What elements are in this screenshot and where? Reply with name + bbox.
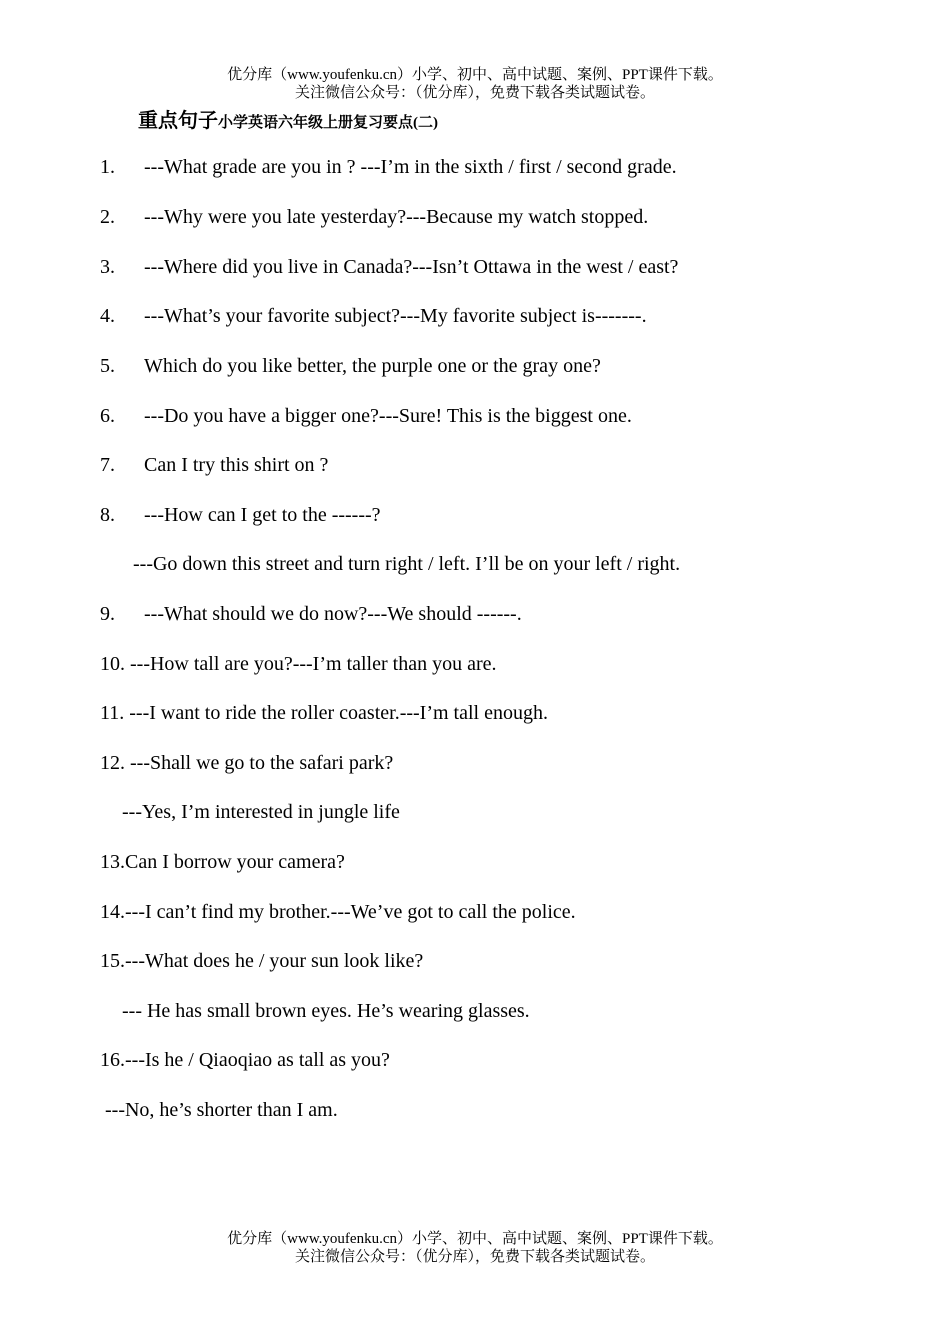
- sentence-11: 11. ---I want to ride the roller coaster.---I’m tall enough.: [100, 702, 548, 724]
- sentence-text: ---Why were you late yesterday?---Because my watch stopped.: [144, 206, 649, 228]
- sentence-text: Can I try this shirt on ?: [144, 454, 329, 476]
- sentence-13: 13.Can I borrow your camera?: [100, 851, 345, 873]
- sentence-12: 12. ---Shall we go to the safari park?: [100, 752, 394, 774]
- sentence-15: 15.---What does he / your sun look like?: [100, 950, 424, 972]
- sentence-text: Which do you like better, the purple one or the gray one?: [144, 355, 601, 377]
- title-sub: 小学英语六年级上册复习要点(二): [218, 115, 438, 131]
- sentence-number: 5.: [100, 355, 115, 377]
- sentence-number: 9.: [100, 603, 115, 625]
- sentence-7: [100, 453, 328, 477]
- sentence-3: [100, 255, 678, 279]
- sentence-number: 8.: [100, 504, 115, 526]
- sentence-text: ---What should we do now?---We should ------.: [144, 603, 522, 625]
- sentence-16-answer: ---No, he’s shorter than I am.: [105, 1099, 338, 1121]
- title-main: 重点句子: [138, 110, 218, 132]
- header-line-2: 关注微信公众号：（优分库），免费下载各类试题试卷。: [294, 85, 655, 101]
- sentence-number: 2.: [100, 206, 115, 228]
- sentence-1: [100, 155, 677, 179]
- sentence-number: 4.: [100, 305, 115, 327]
- sentence-5: [100, 354, 601, 378]
- sentence-15-answer: --- He has small brown eyes. He’s wearing glasses.: [122, 1000, 530, 1022]
- sentence-4: [100, 304, 647, 328]
- sentence-text: ---What’s your favorite subject?---My favorite subject is-------.: [144, 305, 647, 327]
- sentence-text: ---What grade are you in ? ---I’m in the sixth / first / second grade.: [144, 156, 677, 178]
- sentence-8-answer: ---Go down this street and turn right / left. I’ll be on your left / right.: [133, 553, 681, 575]
- sentence-8: [100, 503, 381, 527]
- sentence-text: ---How can I get to the ------?: [144, 504, 381, 526]
- sentence-6: [100, 404, 632, 428]
- sentence-number: 7.: [100, 454, 115, 476]
- sentence-text: ---Do you have a bigger one?---Sure! This is the biggest one.: [144, 405, 632, 427]
- footer-line-1: 优分库（www.youfenku.cn）小学、初中、高中试题、案例、PPT课件下载。: [227, 1231, 723, 1247]
- page-title: [138, 104, 438, 133]
- sentence-9: [100, 602, 522, 626]
- sentence-12-answer: ---Yes, I’m interested in jungle life: [122, 801, 400, 823]
- sentence-2: [100, 205, 648, 229]
- sentence-10: 10. ---How tall are you?---I’m taller than you are.: [100, 653, 497, 675]
- sentence-text: ---Where did you live in Canada?---Isn’t Ottawa in the west / east?: [144, 256, 679, 278]
- footer-line-2: 关注微信公众号：（优分库），免费下载各类试题试卷。: [294, 1249, 655, 1265]
- sentence-number: 3.: [100, 256, 115, 278]
- sentence-number: 1.: [100, 156, 115, 178]
- sentence-14: 14.---I can’t find my brother.---We’ve got to call the police.: [100, 901, 576, 923]
- sentence-16: 16.---Is he / Qiaoqiao as tall as you?: [100, 1049, 390, 1071]
- header-line-1: 优分库（www.youfenku.cn）小学、初中、高中试题、案例、PPT课件下载。: [227, 67, 723, 83]
- sentence-number: 6.: [100, 405, 115, 427]
